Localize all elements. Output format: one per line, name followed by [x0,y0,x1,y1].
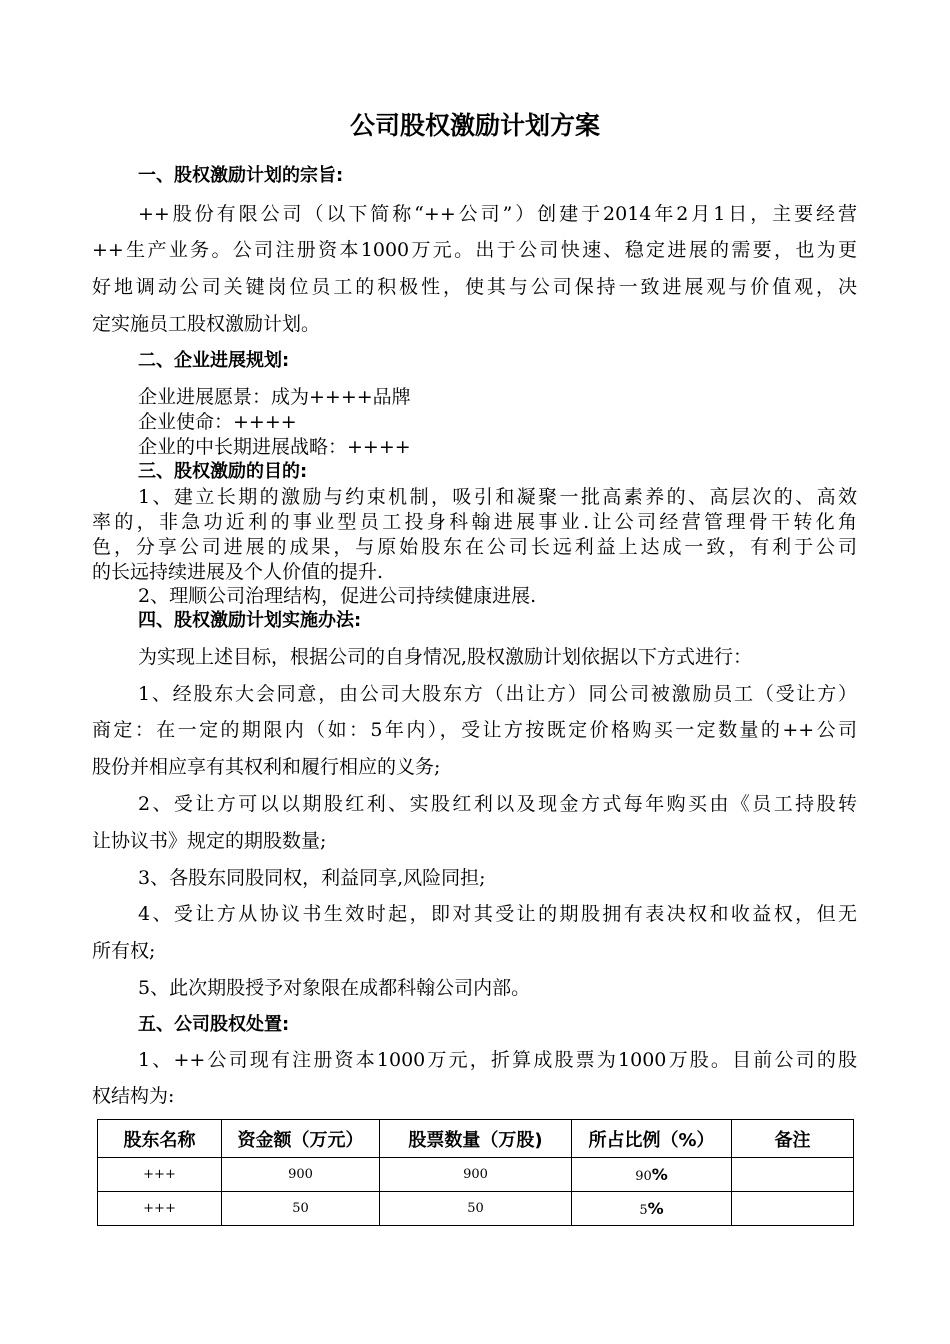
s4-line-7: 3、各股东同股同权，利益同享,风险同担; [138,867,486,889]
s4-line-5: 2、受让方可以以期股红利、实股红利以及现金方式每年购买由《员工持股转 [138,793,857,815]
equity-structure-table [97,1119,854,1226]
cell-capital-amount: 900 [222,1158,380,1192]
s4-line-1: 为实现上述目标，根据公司的自身情况,股权激励计划依据以下方式进行： [138,646,753,668]
s1-line-1: ++股份有限公司（以下简称“++公司”）创建于2014年2月1日，主要经营 [138,203,857,225]
cell-shareholder-name: +++ [98,1158,222,1192]
s3-line-1: 1、建立长期的激励与约束机制，吸引和凝聚一批高素养的、高层次的、高效 [138,486,857,508]
cell-ratio [572,1158,732,1192]
cell-share-count: 50 [380,1192,572,1226]
s4-line-6: 让协议书》规定的期股数量; [92,830,327,852]
s4-line-8: 4、受让方从协议书生效时起，即对其受让的期股拥有表决权和收益权，但无 [138,903,857,925]
s4-line-4: 股份并相应享有其权利和履行相应的义务; [92,756,441,778]
header-shareholder-name: 股东名称 [98,1120,222,1158]
section-4-heading: 四、股权激励计划实施办法: [138,610,362,631]
cell-share-count: 900 [380,1158,572,1192]
s4-line-10: 5、此次期股授予对象限在成都科翰公司内部。 [138,977,531,999]
s1-line-2: ++生产业务。公司注册资本1000万元。出于公司快速、稳定进展的需要，也为更 [92,239,857,261]
s1-line-3: 好地调动公司关键岗位员工的积极性，使其与公司保持一致进展观与价值观，决 [92,276,857,298]
s1-line-4: 定实施员工股权激励计划。 [92,313,321,335]
section-1-heading: 一、股权激励计划的宗旨: [138,165,344,186]
header-note: 备注 [732,1120,854,1158]
section-3-heading: 三、股权激励的目的: [138,461,308,482]
table-row [98,1158,854,1192]
cell-shareholder-name: +++ [98,1192,222,1226]
header-ratio: 所占比例（%） [572,1120,732,1158]
cell-note [732,1158,854,1192]
enterprise-strategy: 企业的中长期进展战略：++++ [138,436,411,458]
enterprise-vision: 企业进展愿景：成为++++品牌 [138,386,411,408]
ratio-number: 90 [635,1169,652,1184]
cell-ratio [572,1192,732,1226]
ratio-percent-sign: % [651,1165,668,1184]
document-title: 公司股权激励计划方案 [349,111,600,140]
table-header-row [98,1120,854,1158]
s3-line-3: 色，分享公司进展的成果，与原始股东在公司长远利益上达成一致，有利于公司 [92,536,857,558]
s4-line-9: 所有权; [92,940,156,962]
header-share-count: 股票数量（万股) [380,1120,572,1158]
s3-line-2: 率的，非急功近利的事业型员工投身科翰进展事业.让公司经营管理骨干转化角 [92,511,857,533]
cell-capital-amount: 50 [222,1192,380,1226]
table-row [98,1192,854,1226]
s5-line-2: 权结构为: [92,1085,175,1107]
enterprise-mission: 企业使命：++++ [138,411,297,433]
s3-line-5: 2、理顺公司治理结构，促进公司持续健康进展. [138,585,537,607]
section-5-heading: 五、公司股权处置: [138,1014,290,1035]
s3-line-4: 的长远持续进展及个人价值的提升. [92,561,384,583]
header-capital-amount: 资金额（万元） [222,1120,380,1158]
s5-line-1: 1、++公司现有注册资本1000万元，折算成股票为1000万股。目前公司的股 [138,1049,857,1071]
ratio-percent-sign: % [647,1199,664,1218]
ratio-number: 5 [639,1203,648,1218]
s4-line-2: 1、经股东大会同意，由公司大股东方（出让方）同公司被激励员工（受让方） [138,683,857,705]
s4-line-3: 商定：在一定的期限内（如：5年内），受让方按既定价格购买一定数量的++公司 [92,719,857,741]
section-2-heading: 二、企业进展规划: [138,350,290,371]
cell-note [732,1192,854,1226]
